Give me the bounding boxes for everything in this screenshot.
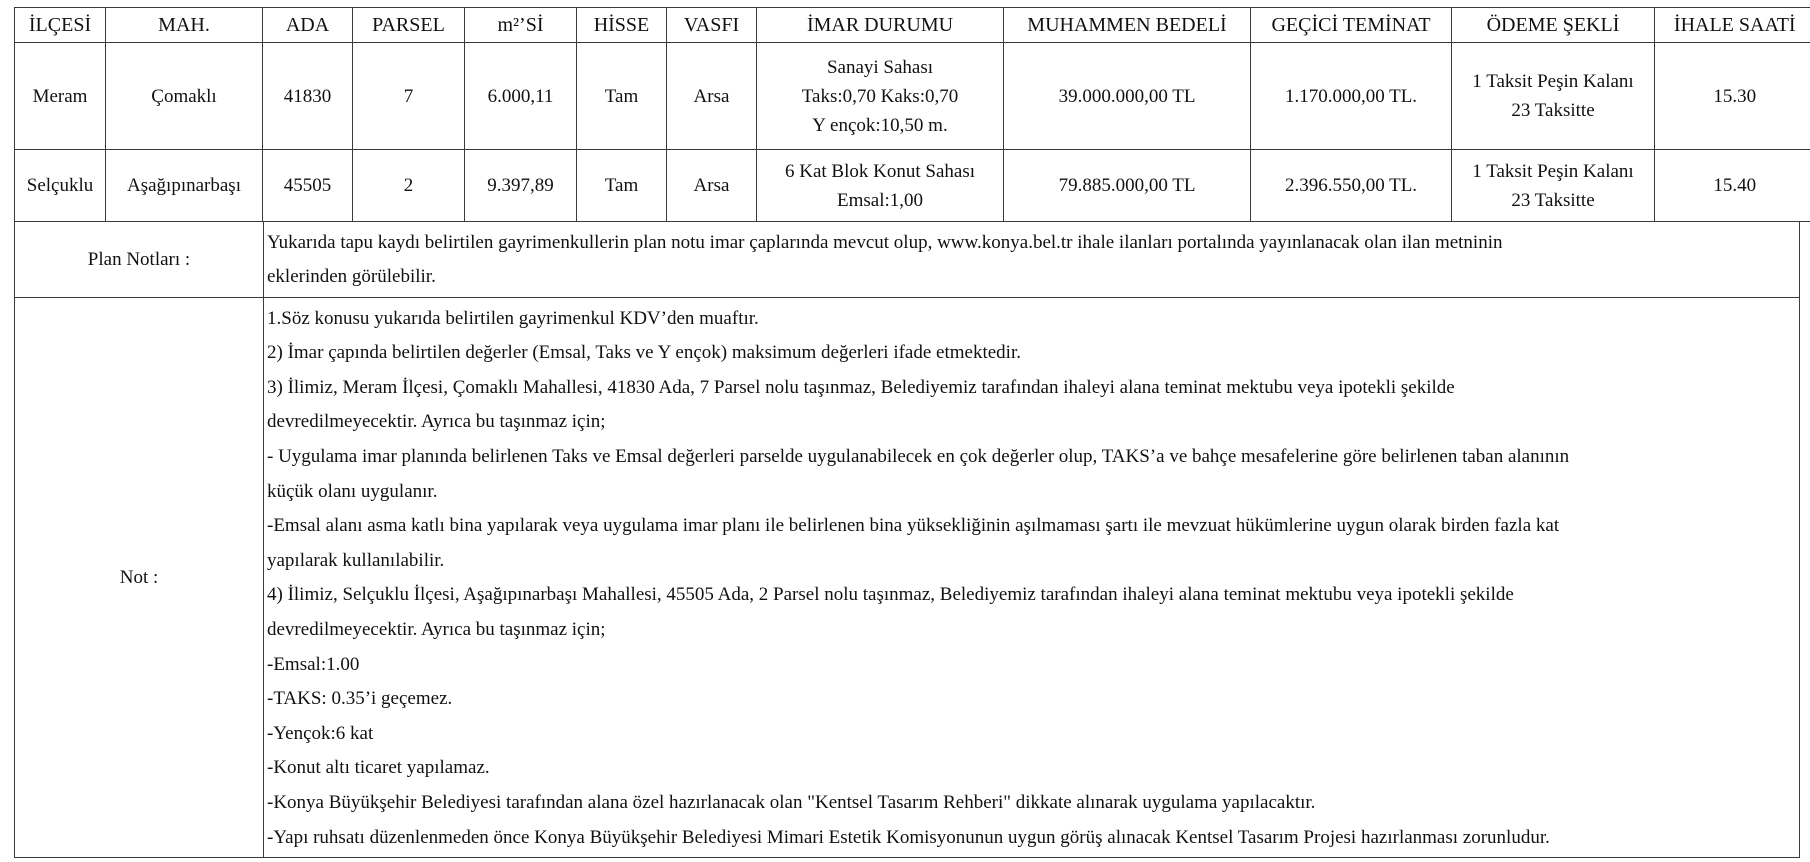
- cell-m2: 9.397,89: [465, 150, 577, 222]
- header-mahalle: MAH.: [106, 8, 263, 43]
- cell-vasfi: Arsa: [667, 150, 757, 222]
- cell-imar-durumu: [757, 150, 1004, 222]
- cell-parsel: 7: [353, 43, 465, 150]
- imar-line: Sanayi Sahası: [826, 56, 934, 78]
- header-ilcesi: İLÇESİ: [15, 8, 106, 43]
- notes-table: [14, 221, 1800, 859]
- header-gecici-teminat: GEÇİCİ TEMİNAT: [1251, 8, 1452, 43]
- cell-muhammen-bedeli: 39.000.000,00 TL: [1004, 43, 1251, 150]
- cell-m2: 6.000,11: [465, 43, 577, 150]
- cell-gecici-teminat: 2.396.550,00 TL.: [1251, 150, 1452, 222]
- cell-mahalle: Aşağıpınarbaşı: [106, 150, 263, 222]
- odeme-line: 1 Taksit Peşin Kalanı: [1472, 160, 1634, 182]
- note-line: -TAKS: 0.35’i geçemez.: [267, 688, 453, 710]
- cell-odeme-sekli: [1452, 150, 1655, 222]
- note-line: küçük olanı uygulanır.: [267, 480, 438, 502]
- note-line: 4) İlimiz, Selçuklu İlçesi, Aşağıpınarbaşı Mahallesi, 45505 Ada, 2 Parsel nolu taşınmaz, Belediyemiz tarafından ihaleyi alana teminat mektubu veya ipotekli şekilde: [267, 584, 1514, 606]
- table-row: [15, 43, 1810, 150]
- header-vasfi: VASFI: [667, 8, 757, 43]
- property-table: [14, 7, 1810, 222]
- header-imar-durumu: İMAR DURUMU: [757, 8, 1004, 43]
- imar-line: 6 Kat Blok Konut Sahası: [785, 160, 975, 182]
- note-line: yapılarak kullanılabilir.: [267, 549, 445, 571]
- note-line: -Emsal:1.00: [267, 653, 360, 675]
- header-parsel: PARSEL: [353, 8, 465, 43]
- cell-hisse: Tam: [577, 150, 667, 222]
- cell-odeme-sekli: [1452, 43, 1655, 150]
- cell-imar-durumu: [757, 43, 1004, 150]
- cell-ada: 41830: [263, 43, 353, 150]
- notes-row: [15, 297, 1800, 858]
- table-row: [15, 150, 1810, 222]
- header-odeme-sekli: ÖDEME ŞEKLİ: [1452, 8, 1655, 43]
- note-line: devredilmeyecektir. Ayrıca bu taşınmaz için;: [267, 619, 606, 641]
- note-line: -Yençok:6 kat: [267, 722, 374, 744]
- odeme-line: 1 Taksit Peşin Kalanı: [1472, 71, 1634, 92]
- note-line: 1.Söz konusu yukarıda belirtilen gayrimenkul KDV’den muaftır.: [267, 307, 759, 329]
- odeme-line: 23 Taksitte: [1511, 100, 1595, 121]
- header-ihale-saati: İHALE SAATİ: [1655, 8, 1810, 43]
- cell-ihale-saati: 15.30: [1655, 43, 1810, 150]
- table-header-row: [15, 8, 1810, 43]
- header-m2: m²’Sİ: [465, 8, 577, 43]
- odeme-line: 23 Taksitte: [1511, 189, 1595, 211]
- notes-text: [264, 297, 1800, 858]
- cell-hisse: Tam: [577, 43, 667, 150]
- imar-line: Taks:0,70 Kaks:0,70: [801, 85, 959, 107]
- header-muhammen-bedeli: MUHAMMEN BEDELİ: [1004, 8, 1251, 43]
- cell-parsel: 2: [353, 150, 465, 222]
- cell-ihale-saati: 15.40: [1655, 150, 1810, 222]
- plan-notes-text: [264, 221, 1800, 297]
- header-hisse: HİSSE: [577, 8, 667, 43]
- note-line: -Konut altı ticaret yapılamaz.: [267, 757, 490, 779]
- cell-gecici-teminat: 1.170.000,00 TL.: [1251, 43, 1452, 150]
- note-line: -Emsal alanı asma katlı bina yapılarak veya uygulama imar planı ile belirlenen bina yüksekliğinin aşılmaması şartı ile mevzuat hükümlerine uygun olarak birden fazla kat: [267, 515, 1560, 537]
- notes-label: Not :: [15, 297, 264, 858]
- imar-line: Emsal:1,00: [836, 189, 924, 211]
- plan-notes-line: Yukarıda tapu kaydı belirtilen gayrimenkullerin plan notu imar çaplarında mevcut olup, www.konya.bel.tr ihale ilanları portalında yayınlanacak olan ilan metninin: [267, 231, 1503, 253]
- cell-vasfi: Arsa: [667, 43, 757, 150]
- note-line: - Uygulama imar planında belirlenen Taks ve Emsal değerleri parselde uygulanabilecek en çok değerler olup, TAKS’a ve bahçe mesafelerine göre belirlenen taban alanının: [267, 446, 1570, 468]
- note-line: -Yapı ruhsatı düzenlenmeden önce Konya Büyükşehir Belediyesi Mimari Estetik Komisyonunun uygun görüş alınacak Kentsel Tasarım Projesi hazırlanması zorunludur.: [267, 826, 1550, 848]
- note-line: devredilmeyecektir. Ayrıca bu taşınmaz için;: [267, 411, 606, 433]
- header-ada: ADA: [263, 8, 353, 43]
- imar-line: Y ençok:10,50 m.: [812, 114, 948, 136]
- cell-muhammen-bedeli: 79.885.000,00 TL: [1004, 150, 1251, 222]
- cell-ada: 45505: [263, 150, 353, 222]
- plan-notes-line: eklerinden görülebilir.: [267, 266, 436, 288]
- note-line: 3) İlimiz, Meram İlçesi, Çomaklı Mahallesi, 41830 Ada, 7 Parsel nolu taşınmaz, Belediyemiz tarafından ihaleyi alana teminat mektubu veya ipotekli şekilde: [267, 376, 1455, 398]
- note-line: -Konya Büyükşehir Belediyesi tarafından alana özel hazırlanacak olan "Kentsel Tasarım Rehberi" dikkate alınarak uygulama yapılacaktır.: [267, 792, 1316, 813]
- plan-notes-label: Plan Notları :: [15, 221, 264, 297]
- cell-mahalle: Çomaklı: [106, 43, 263, 150]
- note-line: 2) İmar çapında belirtilen değerler (Emsal, Taks ve Y ençok) maksimum değerleri ifade etmektedir.: [267, 342, 1021, 364]
- tender-document: [14, 7, 1810, 858]
- cell-ilcesi: Selçuklu: [15, 150, 106, 222]
- plan-notes-row: [15, 221, 1800, 297]
- cell-ilcesi: Meram: [15, 43, 106, 150]
